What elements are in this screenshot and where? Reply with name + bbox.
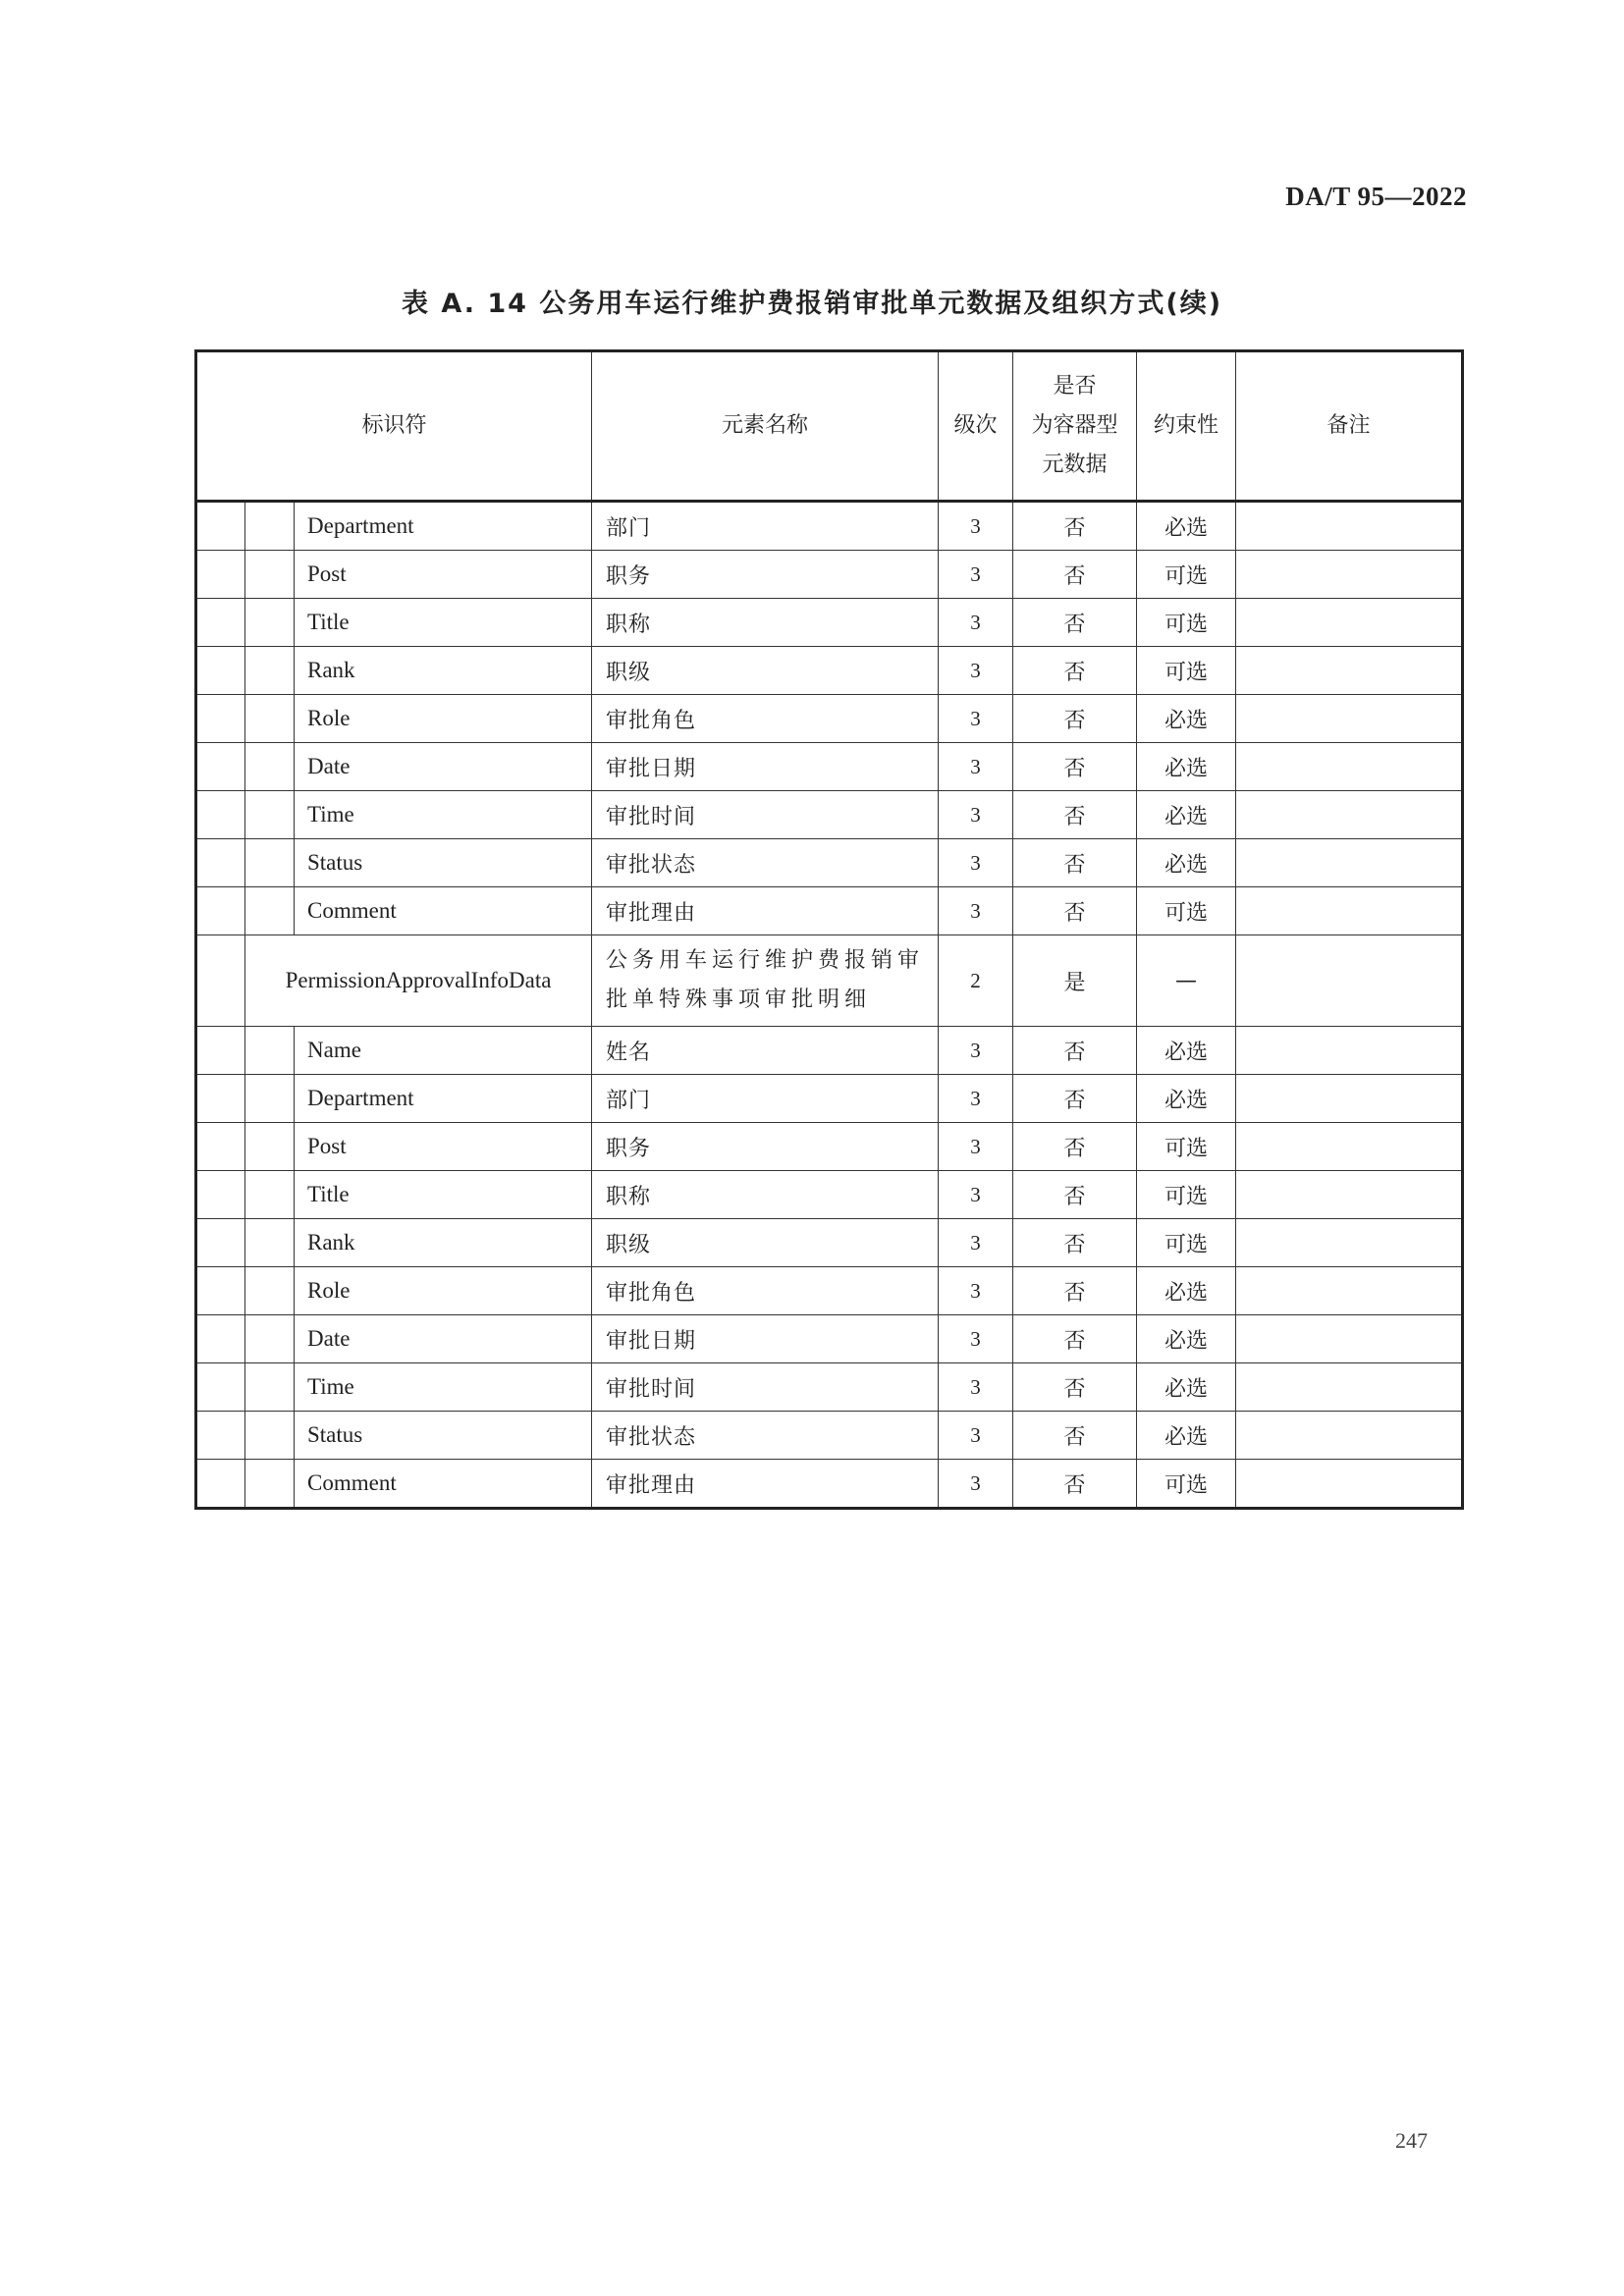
remark-cell [1236,887,1463,935]
remark-cell [1236,1123,1463,1171]
constraint-cell: 必选 [1137,1075,1236,1123]
element-name-cell: 职级 [592,647,939,695]
element-name-cell: 职级 [592,1219,939,1267]
identifier-cell: Role [295,1267,592,1315]
indent-cell [196,791,245,839]
table-row [196,1363,1463,1412]
constraint-cell: 可选 [1137,887,1236,935]
container-cell: 否 [1013,551,1137,599]
constraint-cell: 必选 [1137,743,1236,791]
table-row [196,1412,1463,1460]
indent-cell [196,1363,245,1412]
remark-cell [1236,743,1463,791]
identifier-cell: Comment [295,1460,592,1509]
remark-cell [1236,647,1463,695]
constraint-cell: — [1137,935,1236,1027]
constraint-cell: 可选 [1137,647,1236,695]
constraint-cell: 必选 [1137,1363,1236,1412]
level-cell: 3 [939,1460,1013,1509]
constraint-cell: 可选 [1137,1123,1236,1171]
container-cell: 否 [1013,502,1137,551]
constraint-cell: 必选 [1137,1267,1236,1315]
remark-cell [1236,1027,1463,1075]
level-cell: 3 [939,1219,1013,1267]
element-name-cell: 审批日期 [592,743,939,791]
indent-cell [245,887,295,935]
identifier-cell: Date [295,743,592,791]
element-name-cell: 部门 [592,502,939,551]
metadata-table [194,349,1464,1510]
container-cell: 否 [1013,791,1137,839]
container-cell: 否 [1013,1315,1137,1363]
container-cell: 否 [1013,1412,1137,1460]
level-cell: 3 [939,791,1013,839]
indent-cell [245,1123,295,1171]
container-cell: 否 [1013,1267,1137,1315]
indent-cell [245,502,295,551]
constraint-cell: 可选 [1137,599,1236,647]
indent-cell [196,1219,245,1267]
constraint-cell: 可选 [1137,551,1236,599]
identifier-cell: Time [295,1363,592,1412]
element-name-cell: 审批角色 [592,1267,939,1315]
element-name-cell: 职称 [592,1171,939,1219]
identifier-cell: Post [295,1123,592,1171]
remark-cell [1236,502,1463,551]
level-cell: 3 [939,1315,1013,1363]
indent-cell [196,1075,245,1123]
indent-cell [196,1267,245,1315]
indent-cell [245,839,295,887]
indent-cell [245,1460,295,1509]
indent-cell [196,551,245,599]
identifier-cell: Status [295,839,592,887]
identifier-cell: Title [295,1171,592,1219]
level-cell: 3 [939,887,1013,935]
table-row [196,743,1463,791]
indent-cell [196,502,245,551]
container-cell: 否 [1013,887,1137,935]
constraint-cell: 必选 [1137,695,1236,743]
element-name-cell: 职务 [592,1123,939,1171]
level-cell: 3 [939,1075,1013,1123]
table-row [196,887,1463,935]
indent-cell [196,839,245,887]
level-cell: 3 [939,1171,1013,1219]
table-row [196,647,1463,695]
level-cell: 3 [939,1363,1013,1412]
remark-cell [1236,1412,1463,1460]
table-row [196,1171,1463,1219]
constraint-cell: 可选 [1137,1219,1236,1267]
indent-cell [196,1412,245,1460]
col-header-container-line1: 是否 [1053,374,1097,399]
level-cell: 3 [939,502,1013,551]
indent-cell [196,1315,245,1363]
level-cell: 3 [939,647,1013,695]
element-name-cell: 审批时间 [592,791,939,839]
table-row [196,1460,1463,1509]
indent-cell [245,599,295,647]
container-cell: 否 [1013,743,1137,791]
col-header-element-name: 元素名称 [592,351,939,502]
container-cell: 否 [1013,1027,1137,1075]
container-cell: 否 [1013,1460,1137,1509]
constraint-cell: 可选 [1137,1460,1236,1509]
element-name-cell: 公务用车运行维护费报销审批单特殊事项审批明细 [592,935,939,1027]
indent-cell [245,1075,295,1123]
indent-cell [245,1027,295,1075]
element-name-cell: 审批角色 [592,695,939,743]
remark-cell [1236,791,1463,839]
remark-cell [1236,935,1463,1027]
indent-cell [245,1219,295,1267]
table-row [196,1075,1463,1123]
indent-cell [245,1363,295,1412]
indent-cell [196,743,245,791]
remark-cell [1236,839,1463,887]
element-name-cell: 职务 [592,551,939,599]
identifier-cell: Post [295,551,592,599]
col-header-remark: 备注 [1236,351,1463,502]
standard-code: DA/T 95—2022 [1285,182,1467,211]
constraint-cell: 可选 [1137,1171,1236,1219]
identifier-cell: Comment [295,887,592,935]
indent-cell [245,1267,295,1315]
indent-cell [245,551,295,599]
element-name-cell: 审批时间 [592,1363,939,1412]
table-row [196,695,1463,743]
indent-cell [245,791,295,839]
remark-cell [1236,1315,1463,1363]
container-cell: 否 [1013,599,1137,647]
level-cell: 3 [939,743,1013,791]
remark-cell [1236,1460,1463,1509]
remark-cell [1236,551,1463,599]
level-cell: 3 [939,1123,1013,1171]
constraint-cell: 必选 [1137,1412,1236,1460]
constraint-cell: 必选 [1137,1315,1236,1363]
container-cell: 否 [1013,839,1137,887]
table-row [196,935,1463,1027]
indent-cell [196,1460,245,1509]
indent-cell [245,1315,295,1363]
container-cell: 否 [1013,1219,1137,1267]
constraint-cell: 必选 [1137,1027,1236,1075]
table-row [196,1219,1463,1267]
container-cell: 否 [1013,1075,1137,1123]
container-cell: 否 [1013,1171,1137,1219]
identifier-cell: Date [295,1315,592,1363]
table-row [196,1267,1463,1315]
identifier-cell: Rank [295,647,592,695]
element-name-cell: 姓名 [592,1027,939,1075]
col-header-container [1013,351,1137,502]
element-name-cell: 部门 [592,1075,939,1123]
col-header-constraint: 约束性 [1137,351,1236,502]
remark-cell [1236,695,1463,743]
table-row [196,1027,1463,1075]
col-header-level: 级次 [939,351,1013,502]
container-cell: 否 [1013,1363,1137,1412]
indent-cell [245,743,295,791]
identifier-cell: Rank [295,1219,592,1267]
col-header-container-line3: 元数据 [1042,453,1108,477]
element-name-cell: 审批状态 [592,1412,939,1460]
identifier-cell: PermissionApprovalInfoData [245,935,592,1027]
table-row [196,1315,1463,1363]
indent-cell [245,1412,295,1460]
constraint-cell: 必选 [1137,839,1236,887]
level-cell: 3 [939,1412,1013,1460]
table-row [196,502,1463,551]
indent-cell [196,599,245,647]
element-name-cell: 审批理由 [592,1460,939,1509]
identifier-cell: Role [295,695,592,743]
level-cell: 2 [939,935,1013,1027]
table-row [196,599,1463,647]
indent-cell [245,647,295,695]
element-name-cell: 审批状态 [592,839,939,887]
level-cell: 3 [939,695,1013,743]
col-header-container-line2: 为容器型 [1031,413,1118,438]
container-cell: 否 [1013,647,1137,695]
col-header-identifier: 标识符 [196,351,592,502]
level-cell: 3 [939,551,1013,599]
table-body [196,502,1463,1509]
container-cell: 是 [1013,935,1137,1027]
indent-cell [196,1171,245,1219]
level-cell: 3 [939,839,1013,887]
indent-cell [196,647,245,695]
remark-cell [1236,1075,1463,1123]
identifier-cell: Department [295,502,592,551]
identifier-cell: Status [295,1412,592,1460]
remark-cell [1236,1219,1463,1267]
table-row [196,1123,1463,1171]
indent-cell [196,695,245,743]
remark-cell [1236,1363,1463,1412]
identifier-cell: Title [295,599,592,647]
indent-cell [196,1027,245,1075]
table-row [196,839,1463,887]
level-cell: 3 [939,1027,1013,1075]
table-title: 表 A. 14 公务用车运行维护费报销审批单元数据及组织方式(续) [401,289,1223,319]
indent-cell [245,1171,295,1219]
header-row [196,351,1463,502]
indent-cell [196,935,245,1027]
indent-cell [245,695,295,743]
element-name-cell: 审批日期 [592,1315,939,1363]
remark-cell [1236,599,1463,647]
table-row [196,791,1463,839]
identifier-cell: Name [295,1027,592,1075]
table-row [196,551,1463,599]
level-cell: 3 [939,1267,1013,1315]
indent-cell [196,1123,245,1171]
remark-cell [1236,1171,1463,1219]
container-cell: 否 [1013,1123,1137,1171]
constraint-cell: 必选 [1137,502,1236,551]
level-cell: 3 [939,599,1013,647]
page-number: 247 [1395,2128,1428,2153]
container-cell: 否 [1013,695,1137,743]
identifier-cell: Time [295,791,592,839]
identifier-cell: Department [295,1075,592,1123]
constraint-cell: 必选 [1137,791,1236,839]
remark-cell [1236,1267,1463,1315]
indent-cell [196,887,245,935]
element-name-cell: 审批理由 [592,887,939,935]
element-name-cell: 职称 [592,599,939,647]
